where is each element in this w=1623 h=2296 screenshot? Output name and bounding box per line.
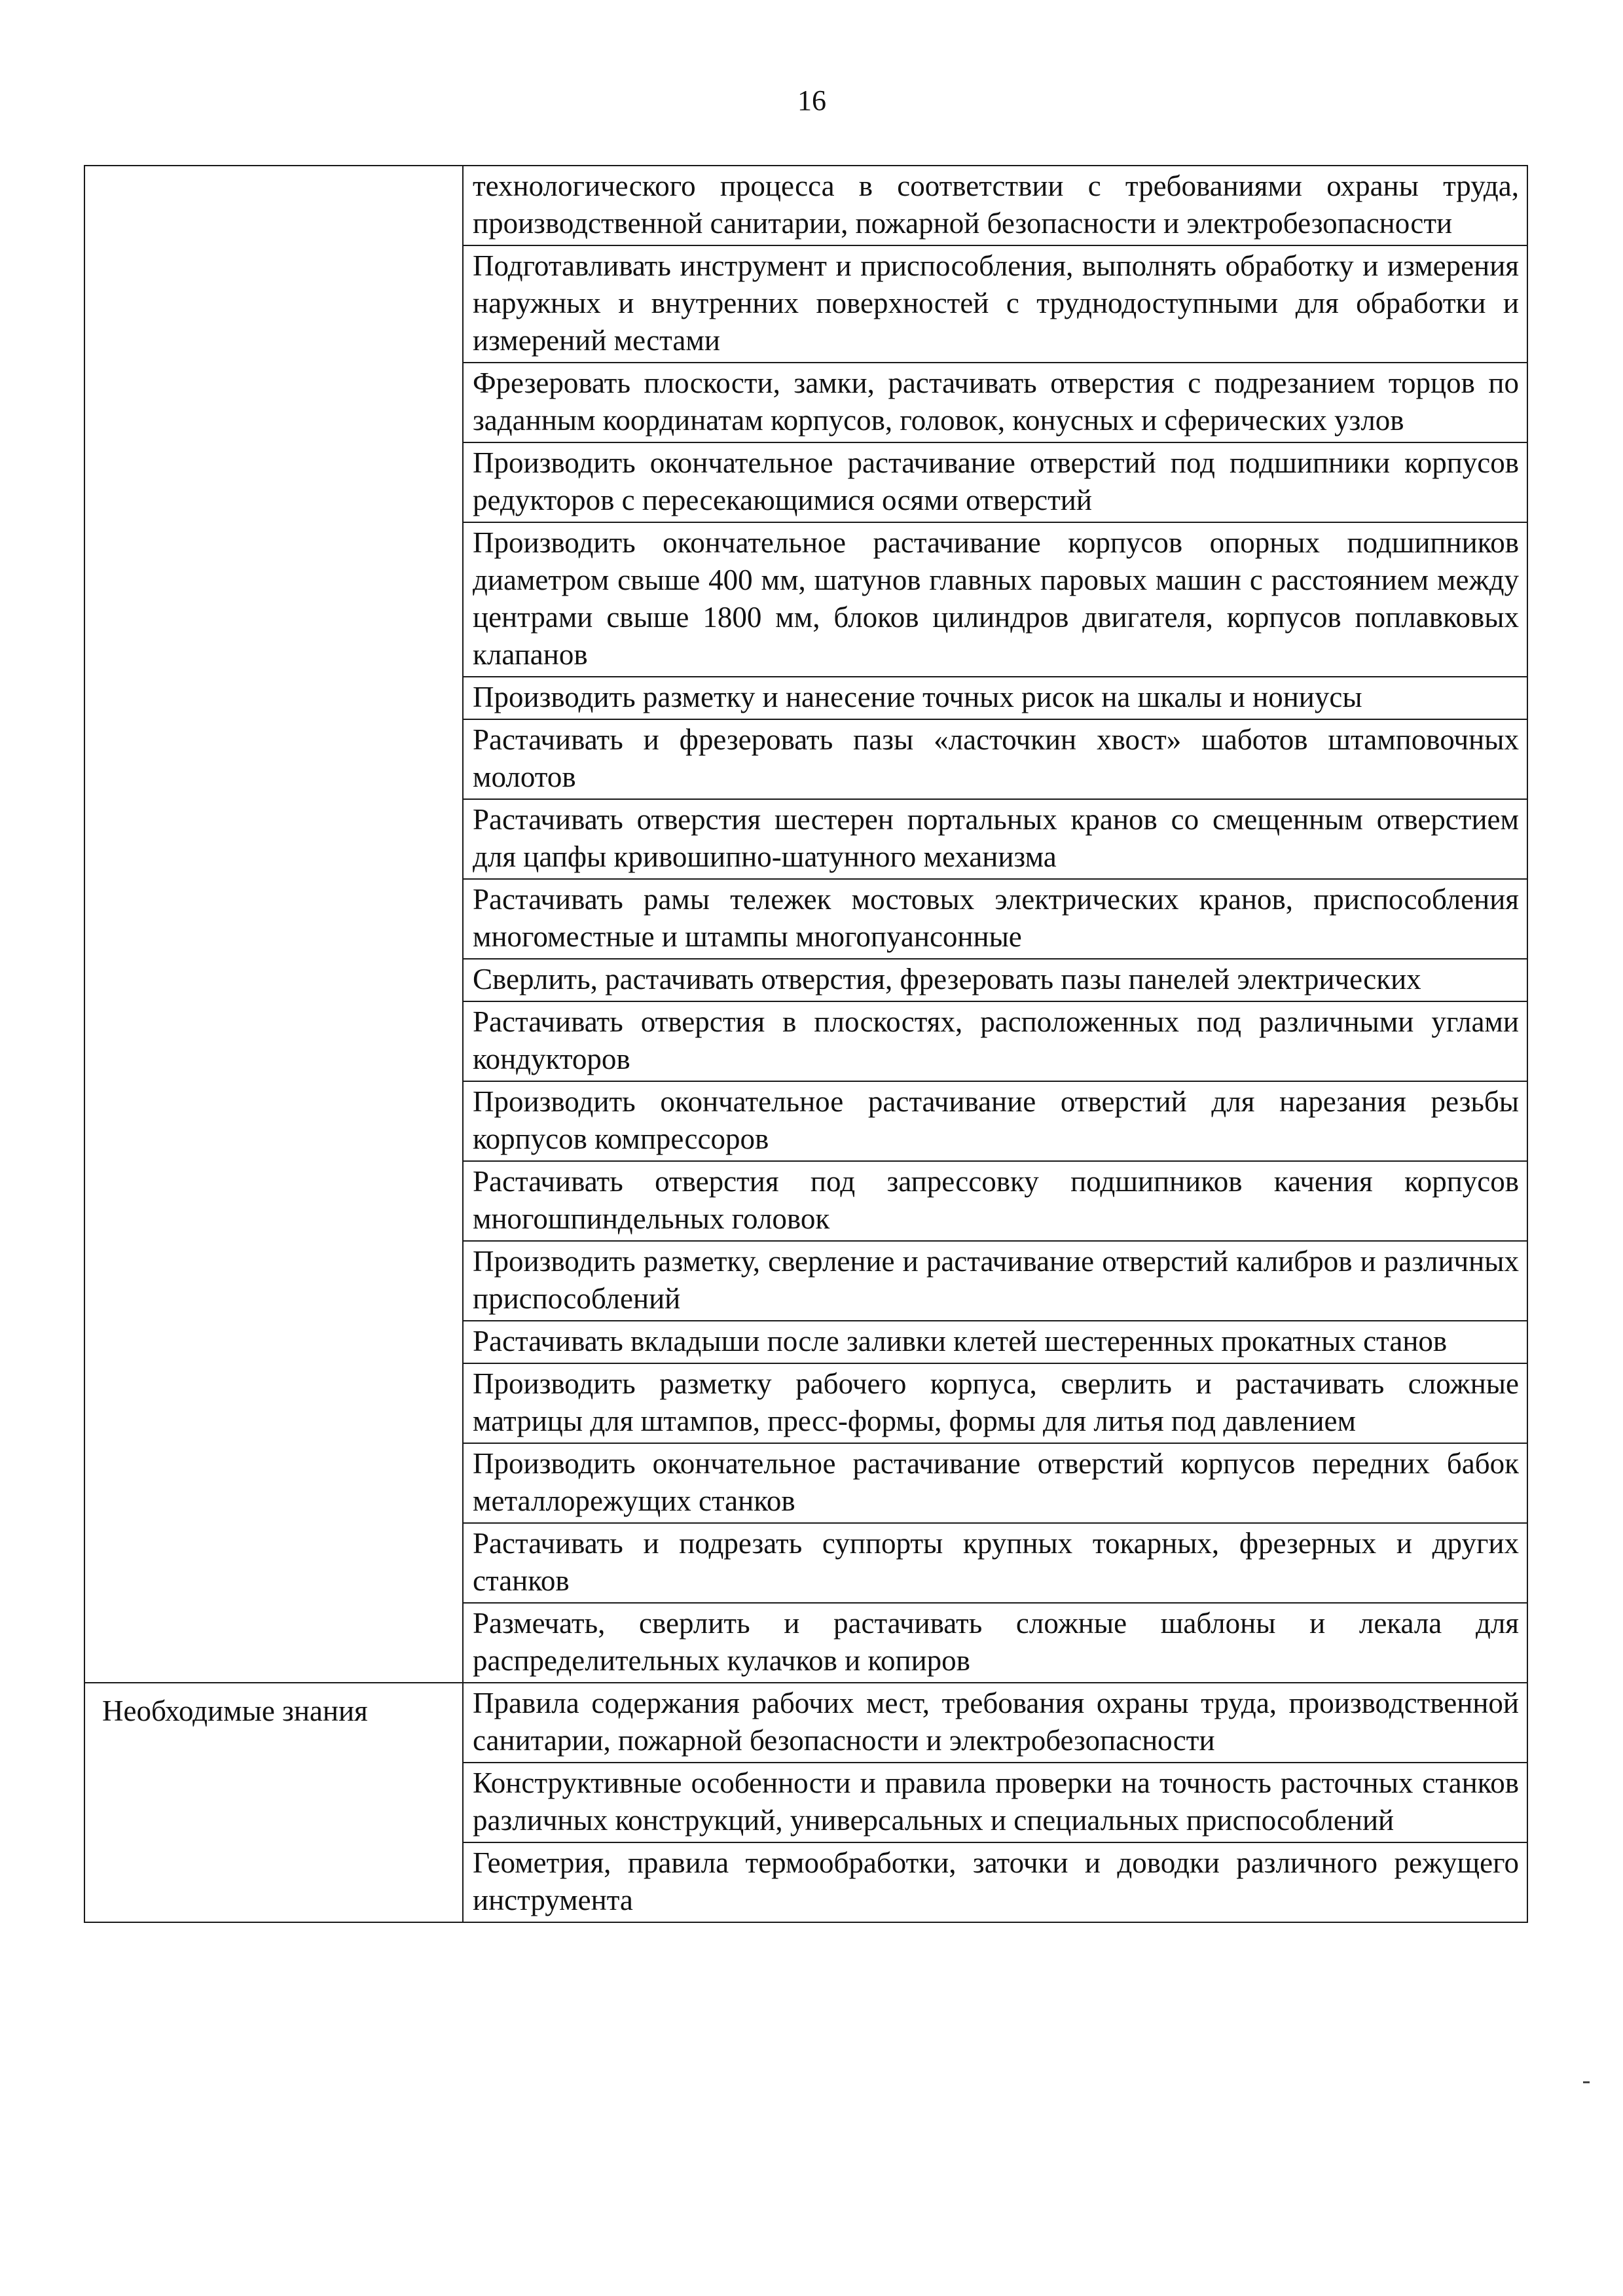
knowledge-label: Необходимые знания	[102, 1695, 368, 1727]
table-row	[84, 166, 1527, 245]
skill-cell: Растачивать отверстия под запрессовку подшипников качения корпусов многошпиндельных головок	[463, 1161, 1527, 1241]
knowledge-cell: Геометрия, правила термообработки, заточки и доводки различного режущего инструмента	[463, 1842, 1527, 1922]
skill-cell: технологического процесса в соответствии с требованиями охраны труда, производственной санитарии, пожарной безопасности и электробезопасности	[463, 166, 1527, 245]
skills-label-cell	[84, 166, 463, 1683]
skill-cell: Растачивать вкладыши после заливки клетей шестеренных прокатных станов	[463, 1321, 1527, 1363]
skill-cell: Растачивать и фрезеровать пазы «ласточкин хвост» шаботов штамповочных молотов	[463, 719, 1527, 799]
skill-cell: Растачивать рамы тележек мостовых электрических кранов, приспособления многоместные и штампы многопуансонные	[463, 879, 1527, 959]
labor-functions-table	[84, 165, 1528, 1923]
page-number: 16	[797, 84, 826, 117]
skill-cell: Растачивать отверстия в плоскостях, расположенных под различными углами кондукторов	[463, 1001, 1527, 1081]
skill-cell: Производить окончательное растачивание отверстий корпусов передних бабок металлорежущих станков	[463, 1443, 1527, 1523]
skill-cell: Производить разметку рабочего корпуса, сверлить и растачивать сложные матрицы для штампов, пресс-формы, формы для литья под давлением	[463, 1363, 1527, 1443]
skill-cell: Фрезеровать плоскости, замки, растачивать отверстия с подрезанием торцов по заданным координатам корпусов, головок, конусных и сферических узлов	[463, 363, 1527, 442]
scan-mark	[1583, 2081, 1590, 2083]
skill-cell: Производить окончательное растачивание отверстий под подшипники корпусов редукторов с пересекающимися осями отверстий	[463, 442, 1527, 522]
knowledge-cell: Правила содержания рабочих мест, требования охраны труда, производственной санитарии, пожарной безопасности и электробезопасности	[463, 1683, 1527, 1763]
skill-cell: Подготавливать инструмент и приспособления, выполнять обработку и измерения наружных и внутренних поверхностей с труднодоступными для обработки и измерений местами	[463, 245, 1527, 363]
skill-cell: Размечать, сверлить и растачивать сложные шаблоны и лекала для распределительных кулачков и копиров	[463, 1603, 1527, 1683]
skill-cell: Производить окончательное растачивание отверстий для нарезания резьбы корпусов компрессоров	[463, 1081, 1527, 1161]
knowledge-cell: Конструктивные особенности и правила проверки на точность расточных станков различных конструкций, универсальных и специальных приспособлений	[463, 1763, 1527, 1842]
skill-cell: Сверлить, растачивать отверстия, фрезеровать пазы панелей электрических	[463, 959, 1527, 1001]
skill-cell: Производить окончательное растачивание корпусов опорных подшипников диаметром свыше 400 мм, шатунов главных паровых машин с расстоянием между центрами свыше 1800 мм, блоков цилиндров двигателя, корпусов поплавковых клапанов	[463, 522, 1527, 677]
skill-cell: Производить разметку и нанесение точных рисок на шкалы и нониусы	[463, 677, 1527, 719]
skill-cell: Растачивать и подрезать суппорты крупных токарных, фрезерных и других станков	[463, 1523, 1527, 1603]
knowledge-label-cell	[84, 1683, 463, 1922]
skill-cell: Производить разметку, сверление и растачивание отверстий калибров и различных приспособлений	[463, 1241, 1527, 1321]
table-row	[84, 1683, 1527, 1763]
skill-cell: Растачивать отверстия шестерен портальных кранов со смещенным отверстием для цапфы кривошипно-шатунного механизма	[463, 799, 1527, 879]
